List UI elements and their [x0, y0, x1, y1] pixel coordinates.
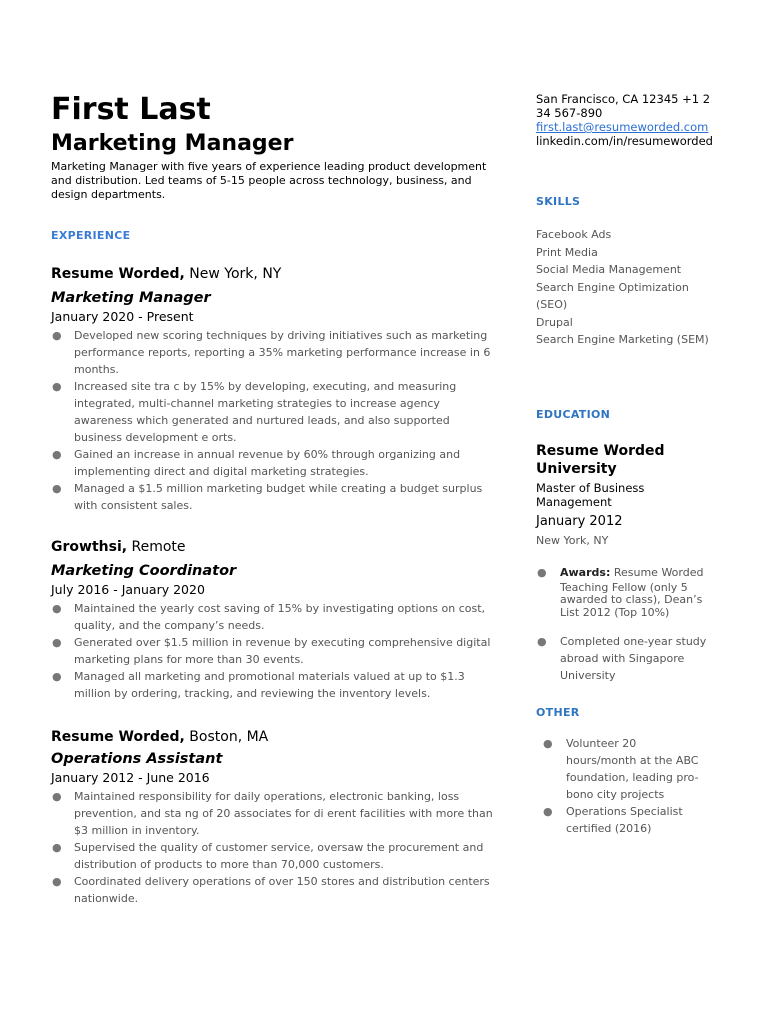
study-abroad: Completed one-year study abroad with Singapore University [560, 635, 707, 682]
list-item: ● Gained an increase in annual revenue by 60% through organizing and implementing direct and digital marketing strategies. [52, 448, 461, 478]
job-dates: January 2012 - June 2016 [51, 770, 210, 785]
skill-item: Search Engine Optimization (SEO) [536, 280, 689, 311]
candidate-name: First Last [51, 92, 211, 127]
sidebar-column [536, 92, 716, 837]
job-entry [51, 265, 501, 514]
bullet-icon: ● [52, 329, 62, 342]
skills-list [536, 226, 716, 349]
job-bullets [51, 600, 501, 702]
other-list [542, 735, 710, 837]
list-item: ● Maintained the yearly cost saving of 15% by investigating options on cost, quality, and the company’s needs. [52, 602, 486, 632]
list-item: ● Managed a $1.5 million marketing budget while creating a budget surplus with consistent sales. [52, 482, 483, 512]
contact-block [536, 92, 716, 148]
list-item: ● Supervised the quality of customer service, oversaw the procurement and distribution of products to more than 70,000 customers. [52, 841, 484, 871]
contact-location-phone: San Francisco, CA 12345 +1 234 567-890 [536, 92, 711, 120]
job-role: Operations Assistant [51, 751, 223, 767]
job-bullets [51, 327, 501, 514]
bullet-icon: ● [543, 805, 553, 818]
list-item: ● Operations Specialist certified (2016) [543, 805, 683, 835]
bullet-icon: ● [52, 790, 62, 803]
skill-item: Social Media Management [536, 263, 682, 276]
bullet-icon: ● [52, 670, 62, 683]
list-item: ● Managed all marketing and promotional materials valued at up to $1.3 million by ordering, tracking, and reviewing the inventory levels. [52, 670, 465, 700]
job-location: Remote [127, 539, 186, 555]
education-date: January 2012 [536, 513, 623, 529]
job-entry [51, 538, 501, 702]
job-company: Growthsi, [51, 539, 128, 555]
awards-label: Awards: [560, 565, 611, 579]
awards-detail: Teaching Fellow (only 5 awarded to class), Dean’s List 2012 (Top 10%) [560, 580, 703, 619]
main-column [51, 92, 501, 907]
linkedin-url: linkedin.com/in/resumeworded [536, 134, 713, 148]
bullet-icon: ● [52, 482, 62, 495]
job-company-line [51, 728, 501, 746]
job-location: New York, NY [184, 266, 282, 282]
job-dates: January 2020 - Present [51, 309, 194, 324]
list-item: ● Increased site tra c by 15% by developing, executing, and measuring integrated, multi-channel marketing strategies to increase agency awareness which generated and nurtured leads, and also supported business development e orts. [52, 380, 457, 444]
bullet-icon: ● [52, 380, 62, 393]
bullet-icon: ● [537, 635, 547, 648]
skill-item: Search Engine Marketing (SEM) [536, 333, 709, 346]
job-entry [51, 728, 501, 907]
university-name: Resume Worded University [536, 442, 665, 477]
bullet-icon: ● [52, 636, 62, 649]
skill-item: Print Media [536, 245, 598, 259]
education-details [536, 564, 716, 685]
skill-item: Drupal [536, 315, 573, 329]
skills-heading: SKILLS [536, 195, 581, 208]
education-location: New York, NY [536, 533, 609, 547]
job-dates: July 2016 - January 2020 [51, 582, 205, 597]
job-company-line [51, 265, 501, 283]
job-role: Marketing Coordinator [51, 563, 237, 579]
bullet-icon: ● [52, 602, 62, 615]
bullet-icon: ● [543, 737, 553, 750]
candidate-title: Marketing Manager [51, 131, 294, 156]
job-role: Marketing Manager [51, 290, 211, 306]
bullet-icon: ● [52, 448, 62, 461]
job-company-line [51, 538, 501, 556]
job-bullets [51, 788, 501, 907]
job-location: Boston, MA [184, 729, 269, 745]
awards-text: Resume Worded [610, 565, 704, 579]
summary: Marketing Manager with five years of experience leading product development and distribution. Led teams of 5-15 people across technology, business, and design departments. [51, 160, 487, 201]
email-link[interactable]: first.last@resumeworded.com [536, 120, 709, 134]
list-item: ● Volunteer 20 hours/month at the ABC foundation, leading pro-bono city projects [543, 737, 699, 801]
education-entry [536, 442, 716, 685]
bullet-icon: ● [52, 841, 62, 854]
list-item [536, 564, 716, 620]
degree: Master of Business Management [536, 480, 645, 509]
bullet-icon: ● [52, 875, 62, 888]
other-heading: OTHER [536, 706, 580, 719]
list-item [536, 633, 716, 684]
experience-heading: EXPERIENCE [51, 229, 131, 242]
list-item: ● Maintained responsibility for daily operations, electronic banking, loss prevention, and sta ng of 20 associates for di erent facilities with more than $3 million in inventory. [52, 790, 493, 837]
bullet-icon: ● [537, 565, 547, 579]
skill-item: Facebook Ads [536, 228, 612, 241]
list-item: ● Coordinated delivery operations of over 150 stores and distribution centers nationwide. [52, 875, 490, 905]
job-company: Resume Worded, [51, 266, 185, 282]
list-item: ● Generated over $1.5 million in revenue by executing comprehensive digital marketing plans for more than 30 events. [52, 636, 491, 666]
education-heading: EDUCATION [536, 407, 611, 421]
list-item: ● Developed new scoring techniques by driving initiatives such as marketing performance reports, reporting a 35% marketing performance increase in 6 months. [52, 329, 491, 376]
job-company: Resume Worded, [51, 729, 185, 745]
